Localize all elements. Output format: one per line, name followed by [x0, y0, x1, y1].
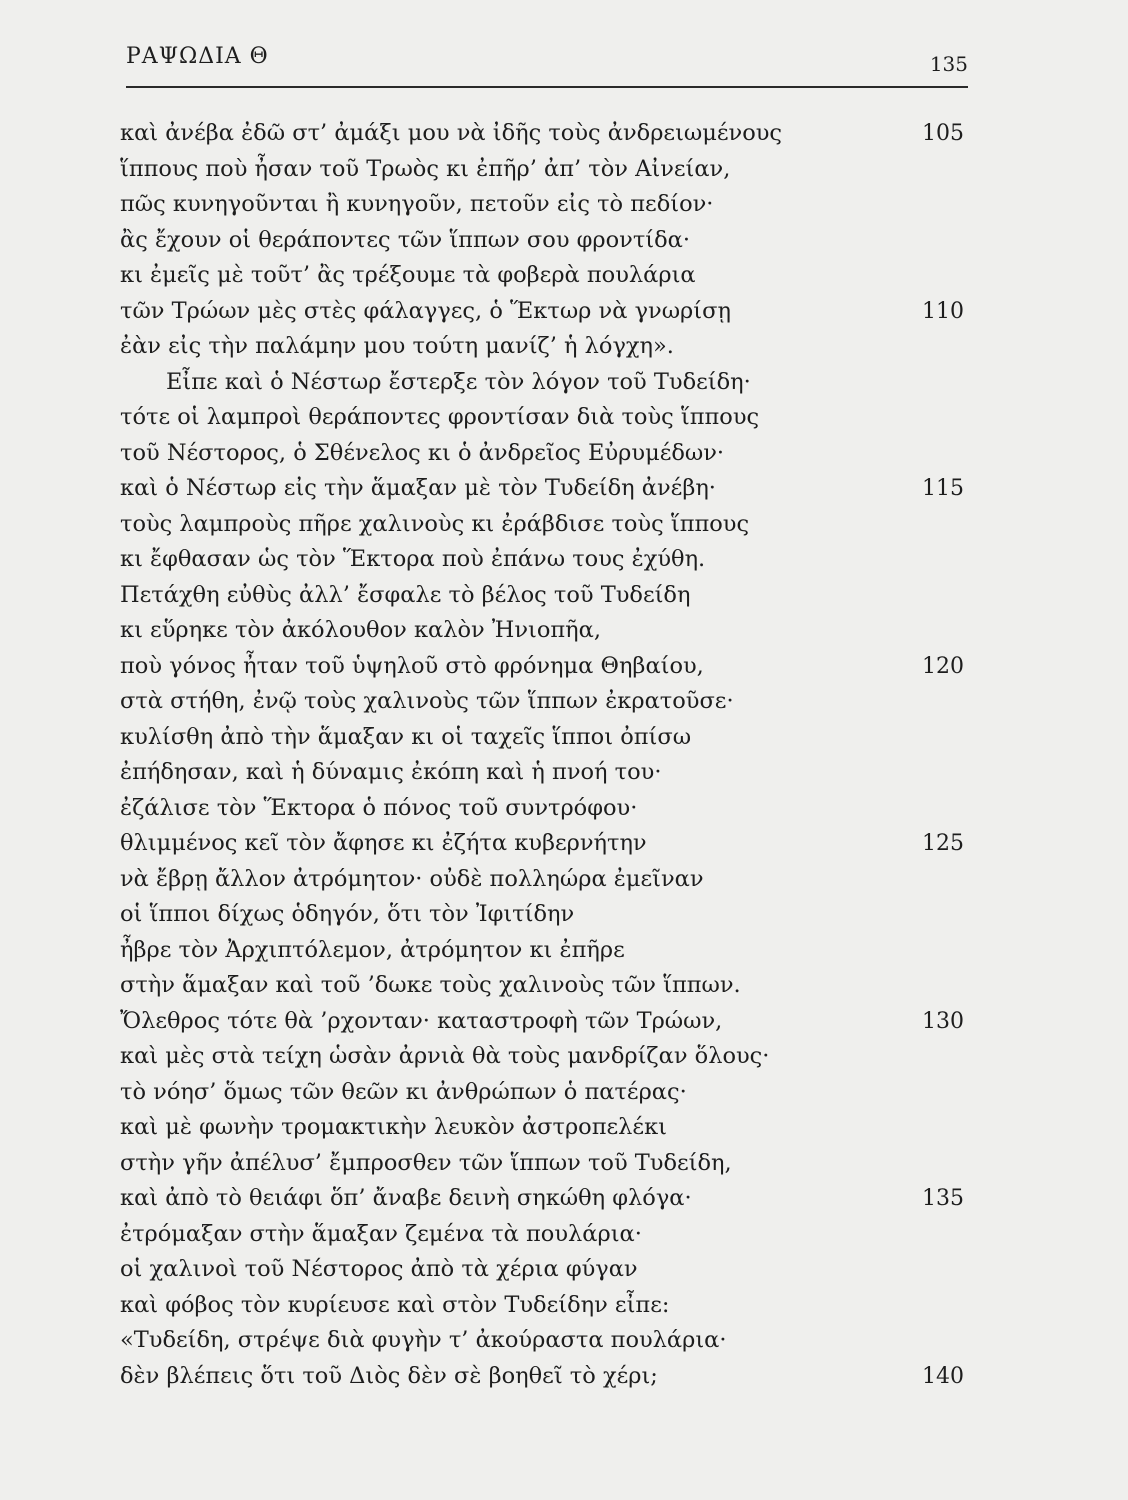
verse-text: καὶ μὲ φωνὴν τρομακτικὴν λευκὸν ἀστροπελέκι: [120, 1114, 667, 1140]
verse-text: κι εὕρηκε τὸν ἀκόλουθον καλὸν Ἠνιοπῆα,: [120, 617, 601, 643]
verse-text: στὰ στήθη, ἐνῷ τοὺς χαλινοὺς τῶν ἵππων ἐκρατοῦσε·: [120, 688, 734, 714]
verse-line: [120, 649, 970, 685]
verse-text: ἦβρε τὸν Ἀρχιπτόλεμον, ἀτρόμητον κι ἐπῆρε: [120, 936, 625, 963]
verse-line: [120, 897, 970, 933]
verse-text: τῶν Τρώων μὲς στὲς φάλαγγες, ὁ Ἕκτωρ νὰ γνωρίσῃ: [120, 297, 731, 324]
verse-text: Ὄλεθρος τότε θὰ ’ρχονταν· καταστροφὴ τῶν Τρώων,: [120, 1007, 723, 1034]
line-number: 135: [922, 1186, 964, 1211]
verse-text: καὶ ἀνέβα ἐδῶ στ’ ἀμάξι μου νὰ ἰδῆς τοὺς ἀνδρειωμένους: [120, 120, 783, 146]
verse-line: [120, 471, 970, 507]
verse-text: ἐζάλισε τὸν Ἕκτορα ὁ πόνος τοῦ συντρόφου·: [120, 794, 638, 821]
verse-text: οἱ χαλινοὶ τοῦ Νέστορος ἀπὸ τὰ χέρια φύγαν: [120, 1256, 638, 1282]
verse-line: [120, 1252, 970, 1288]
verse-line: [120, 400, 970, 436]
line-number: 115: [922, 476, 964, 501]
verse-line: [120, 1217, 970, 1253]
verse-line: [120, 1075, 970, 1111]
verse-line: [120, 613, 970, 649]
verse-text: ἐὰν εἰς τὴν παλάμην μου τούτη μανίζ’ ἡ λόγχη».: [120, 333, 674, 359]
verse-text: Πετάχθη εὐθὺς ἀλλ’ ἔσφαλε τὸ βέλος τοῦ Τυδείδη: [120, 581, 691, 608]
verse-text: ἐπήδησαν, καὶ ἡ δύναμις ἐκόπη καὶ ἡ πνοή του·: [120, 759, 662, 785]
verse-text: κι ἔφθασαν ὡς τὸν Ἕκτορα ποὺ ἐπάνω τους ἐχύθη.: [120, 546, 706, 572]
verse-text: ἵππους ποὺ ἦσαν τοῦ Τρωὸς κι ἐπῆρ’ ἀπ’ τὸν Αἰνείαν,: [120, 155, 731, 182]
verse-text: τὸ νόησ’ ὅμως τῶν θεῶν κι ἀνθρώπων ὁ πατέρας·: [120, 1078, 687, 1105]
line-number: 110: [922, 298, 964, 324]
verse-line: [120, 720, 970, 756]
verse-text: στὴν ἅμαξαν καὶ τοῦ ’δωκε τοὺς χαλινοὺς τῶν ἵππων.: [120, 972, 741, 998]
line-number: 105: [922, 121, 964, 146]
verse-line: [120, 1004, 970, 1040]
running-title: ΡΑΨΩΔΙΑ Θ: [126, 44, 269, 69]
verse-line: [120, 1146, 970, 1182]
verse-line: [120, 1359, 970, 1395]
verse-text: κι ἐμεῖς μὲ τοῦτ’ ἂς τρέξουμε τὰ φοβερὰ πουλάρια: [120, 262, 696, 288]
verse-text: τοὺς λαμπροὺς πῆρε χαλινοὺς κι ἐράβδισε τοὺς ἵππους: [120, 510, 750, 537]
verse-text: οἱ ἵπποι δίχως ὁδηγόν, ὅτι τὸν Ἰφιτίδην: [120, 901, 575, 927]
verse-text: καὶ μὲς στὰ τείχη ὡσὰν ἀρνιὰ θὰ τοὺς μανδρίζαν ὅλους·: [120, 1043, 770, 1069]
verse-line: [120, 258, 970, 294]
verse-line: [120, 294, 970, 330]
verse-line: [120, 968, 970, 1004]
verse-text: πῶς κυνηγοῦνται ἢ κυνηγοῦν, πετοῦν εἰς τὸ πεδίον·: [120, 191, 714, 217]
verse-text: καὶ ὁ Νέστωρ εἰς τὴν ἅμαξαν μὲ τὸν Τυδείδη ἀνέβη·: [120, 475, 716, 501]
header-rule: [126, 86, 968, 88]
verse-line: [120, 116, 970, 152]
verse-line: [120, 933, 970, 969]
line-number: 140: [922, 1363, 964, 1389]
verse-text: τοῦ Νέστορος, ὁ Σθένελος κι ὁ ἀνδρεῖος Εὐρυμέδων·: [120, 439, 725, 466]
verse-text: ἂς ἔχουν οἱ θεράποντες τῶν ἵππων σου φροντίδα·: [120, 226, 691, 253]
verse-line: [120, 578, 970, 614]
verse-text: νὰ ἔβρῃ ἄλλον ἀτρόμητον· οὐδὲ πολληώρα ἐμεῖναν: [120, 865, 704, 892]
verse-line: [120, 826, 970, 862]
verse-line: [120, 791, 970, 827]
verse-text: στὴν γῆν ἀπέλυσ’ ἔμπροσθεν τῶν ἵππων τοῦ Τυδείδη,: [120, 1149, 732, 1176]
verse-text: ἐτρόμαξαν στὴν ἅμαξαν ζεμένα τὰ πουλάρια·: [120, 1220, 642, 1247]
verse-line: [120, 365, 970, 401]
page-number: 135: [929, 52, 968, 76]
verse-line: [120, 684, 970, 720]
verse-block: [120, 116, 970, 1394]
verse-text: ποὺ γόνος ἦταν τοῦ ὑψηλοῦ στὸ φρόνημα Θηβαίου,: [120, 652, 704, 679]
verse-line: [120, 1181, 970, 1217]
verse-line: [120, 223, 970, 259]
verse-line: [120, 1323, 970, 1359]
verse-line: [120, 1110, 970, 1146]
verse-line: [120, 152, 970, 188]
verse-text: Εἶπε καὶ ὁ Νέστωρ ἔστερξε τὸν λόγον τοῦ Τυδείδη·: [166, 368, 751, 395]
line-number: 120: [922, 653, 964, 679]
verse-line: [120, 1039, 970, 1075]
verse-text: καὶ φόβος τὸν κυρίευσε καὶ στὸν Τυδείδην εἶπε:: [120, 1291, 670, 1318]
verse-line: [120, 187, 970, 223]
verse-text: «Τυδείδη, στρέψε διὰ φυγὴν τ’ ἀκούραστα πουλάρια·: [120, 1327, 727, 1353]
verse-line: [120, 862, 970, 898]
verse-text: δὲν βλέπεις ὅτι τοῦ Διὸς δὲν σὲ βοηθεῖ τὸ χέρι;: [120, 1362, 658, 1389]
verse-text: κυλίσθη ἀπὸ τὴν ἅμαξαν κι οἱ ταχεῖς ἵπποι ὀπίσω: [120, 723, 692, 750]
verse-line: [120, 507, 970, 543]
verse-text: τότε οἱ λαμπροὶ θεράποντες φροντίσαν διὰ τοὺς ἵππους: [120, 404, 760, 430]
verse-text: καὶ ἀπὸ τὸ θειάφι ὅπ’ ἄναβε δεινὴ σηκώθη φλόγα·: [120, 1185, 692, 1211]
line-number: 130: [922, 1008, 964, 1034]
verse-line: [120, 755, 970, 791]
line-number: 125: [922, 831, 964, 856]
verse-line: [120, 1288, 970, 1324]
verse-line: [120, 329, 970, 365]
verse-text: θλιμμένος κεῖ τὸν ἄφησε κι ἐζήτα κυβερνήτην: [120, 830, 647, 856]
verse-line: [120, 436, 970, 472]
verse-line: [120, 542, 970, 578]
